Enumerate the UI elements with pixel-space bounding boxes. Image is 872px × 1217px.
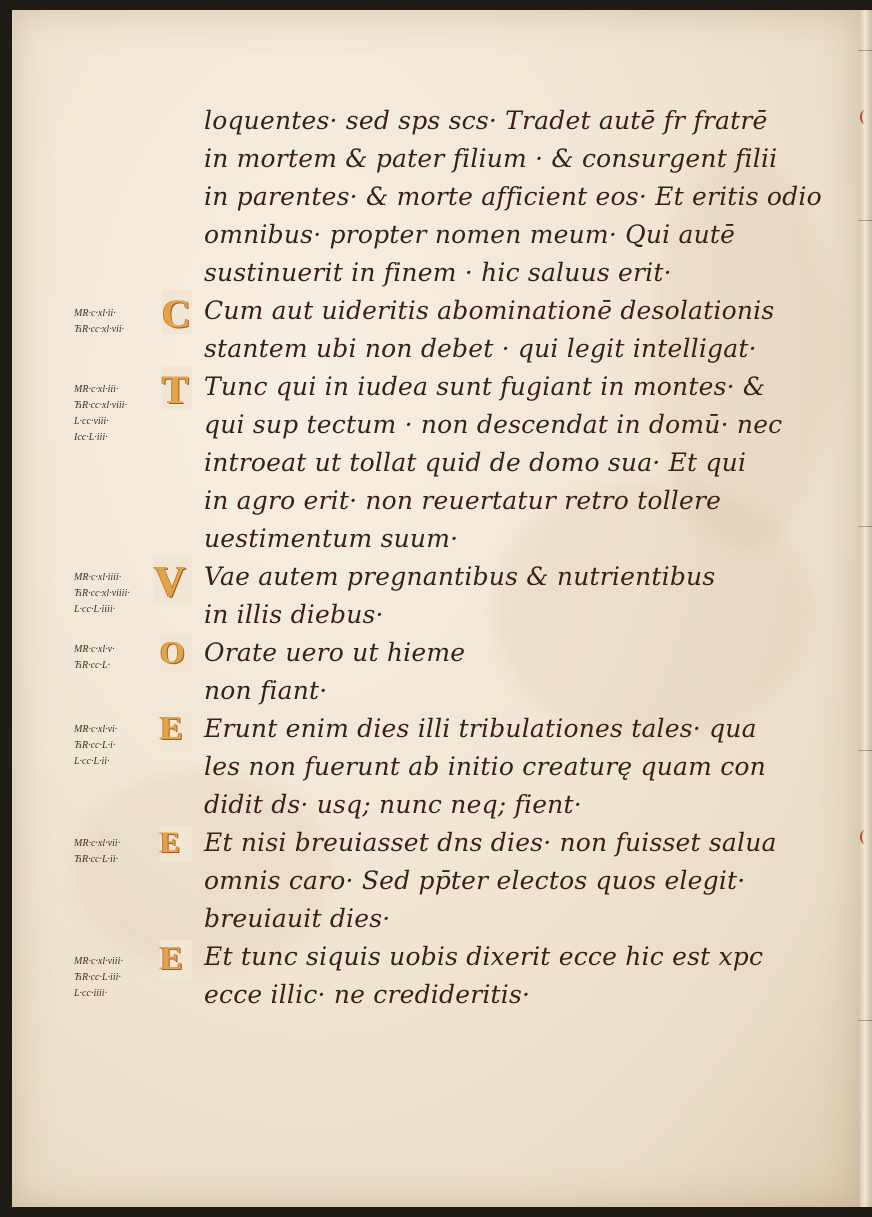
canon-note: MR·c·xl·vi· ЋR·cc·L·i· L·cc·L·ii·: [74, 724, 118, 767]
text-line: breuiauit dies·: [204, 904, 391, 933]
text-line: qui sup tectum · non descendat in domū· nec: [204, 410, 783, 439]
text-line: Erunt enim dies illi tribulationes tales· qua: [204, 714, 757, 743]
text-line: ecce illic· ne credideritis·: [204, 980, 531, 1009]
decorated-initial-v: V: [154, 556, 192, 604]
text-line: in agro erit· non reuertatur retro tollere: [204, 486, 722, 515]
text-line: omnis caro· Sed pp̄ter electos quos elegit·: [204, 866, 746, 895]
decorated-initial-t: T: [162, 366, 192, 410]
canon-note: MR·c·xl·viii· ЋR·cc·L·iii· L·cc·iiii·: [74, 956, 123, 999]
text-line: Et nisi breuiasset dns dies· non fuisset salua: [204, 828, 777, 857]
canon-note: MR·c·xl·vii· ЋR·cc·L·ii·: [74, 838, 121, 865]
decorated-initial-c: C: [162, 291, 191, 336]
red-margin-mark: [860, 110, 870, 124]
text-line: les non fuerunt ab initio creaturę quam con: [204, 752, 766, 781]
text-line: in mortem & pater filium · & consurgent filii: [204, 144, 778, 173]
fold-line: [858, 526, 872, 527]
decorated-initial-e: E: [160, 940, 192, 980]
page-edge: [860, 10, 872, 1207]
canon-note: MR·c·xl·v· ЋR·cc·L·: [74, 644, 115, 671]
decorated-initial-e: E: [160, 710, 192, 750]
canon-note: MR·c·xl·iiii· ЋR·cc·xl·viiii· L·cc·L·iiii·: [74, 572, 130, 615]
manuscript-folio: [12, 10, 860, 1207]
text-line: Cum aut uideritis abominationē desolationis: [204, 296, 775, 325]
red-margin-mark: [860, 830, 870, 844]
text-line: stantem ubi non debet · qui legit intelligat·: [204, 334, 757, 363]
text-line: non fiant·: [204, 676, 328, 705]
decorated-initial-o: O: [160, 634, 192, 672]
canon-note: MR·c·xl·iii· ЋR·cc·xl·viii· L·cc·viii· Ӏcc·L·iii·: [74, 384, 127, 443]
fold-line: [858, 750, 872, 751]
canon-note: MR·c·xl·ii· ЋR·cc·xl·vii·: [74, 308, 125, 335]
text-line: sustinuerit in finem · hic saluus erit·: [204, 258, 672, 287]
fold-line: [858, 50, 872, 51]
fold-line: [858, 220, 872, 221]
fold-line: [858, 1020, 872, 1021]
text-line: Et tunc siquis uobis dixerit ecce hic est xpc: [204, 942, 764, 971]
text-line: Orate uero ut hieme: [204, 638, 466, 667]
text-line: Tunc qui in iudea sunt fugiant in montes· &: [204, 372, 766, 401]
text-line: uestimentum suum·: [204, 524, 459, 553]
text-line: introeat ut tollat quid de domo sua· Et qui: [204, 448, 747, 477]
text-line: in illis diebus·: [204, 600, 384, 629]
text-line: Vae autem pregnantibus & nutrientibus: [204, 562, 716, 591]
decorated-initial-e: E: [160, 826, 192, 862]
text-line: didit ds· usq; nunc neq; fient·: [204, 790, 582, 819]
text-line: in parentes· & morte afficient eos· Et eritis odio: [204, 182, 822, 211]
text-line: omnibus· propter nomen meum· Qui autē: [204, 220, 736, 249]
text-line: loquentes· sed sps scs· Tradet autē fr fratrē: [204, 106, 768, 135]
